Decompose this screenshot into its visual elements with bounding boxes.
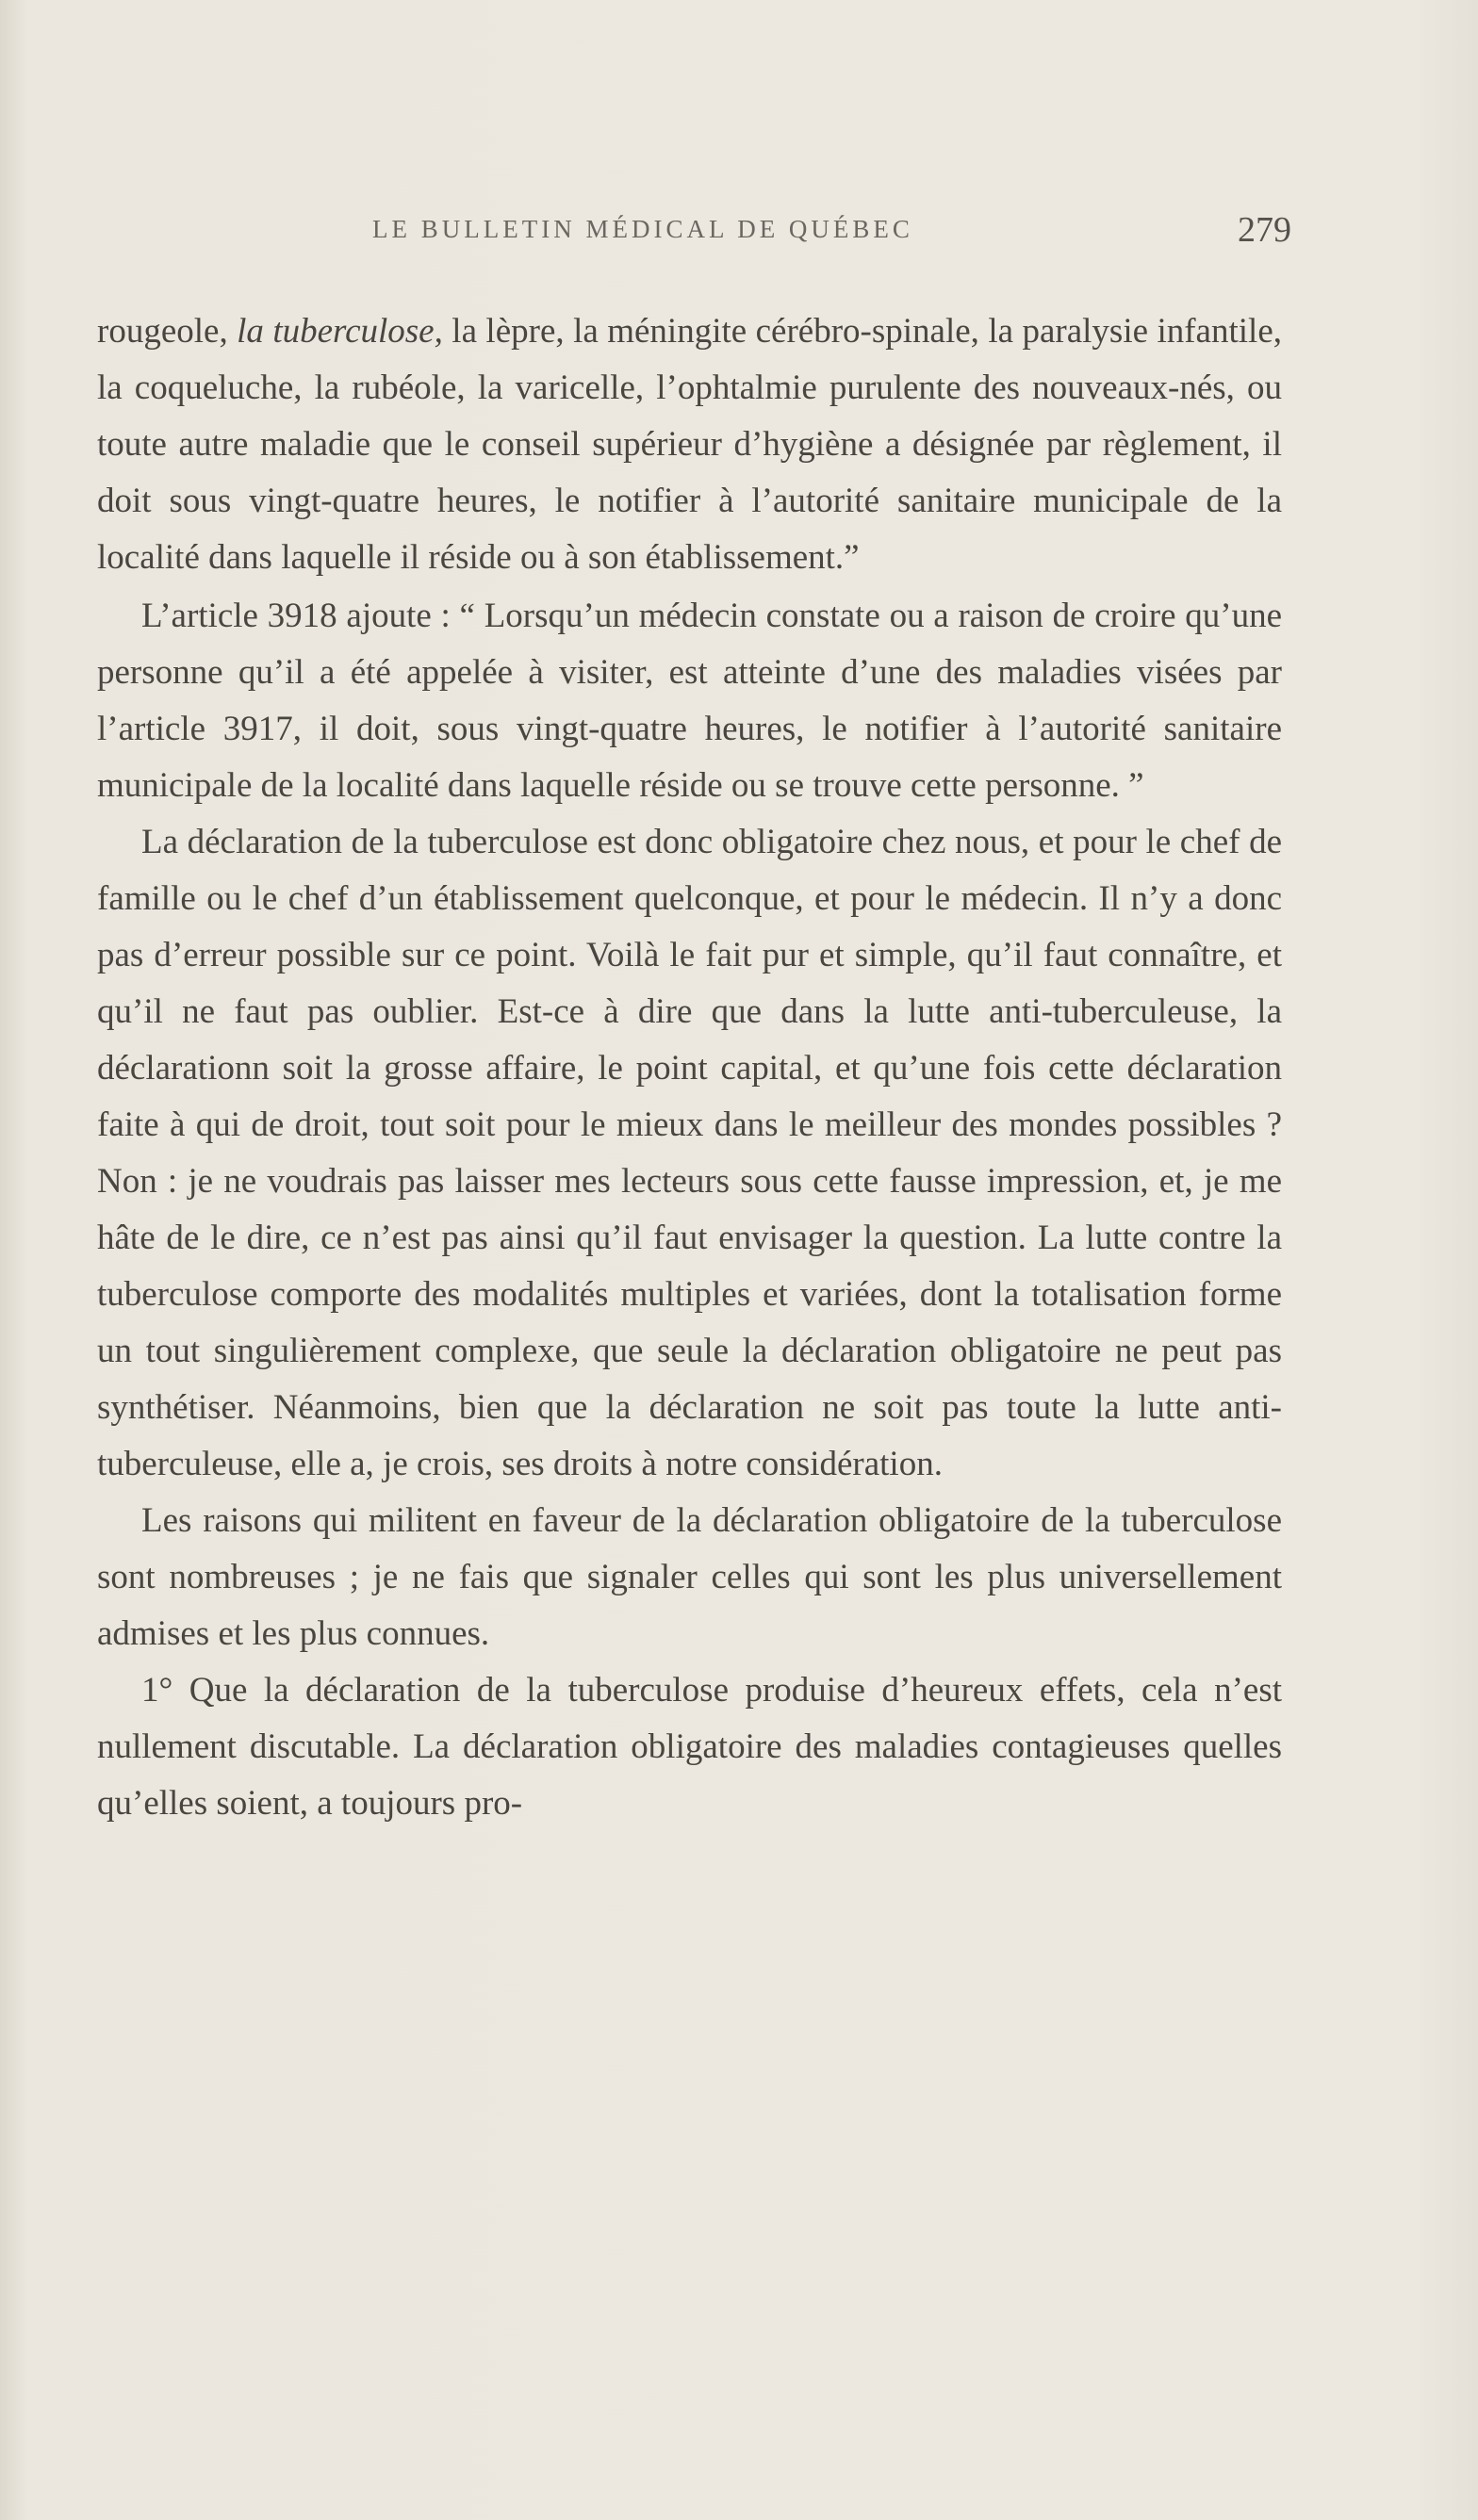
paragraph-4: Les raisons qui militent en faveur de la déclaration obligatoire de la tuberculose sont nombreuses ; je ne fais que signaler celles qui sont les plus universellement admises et les plus connues.	[97, 1501, 1282, 1653]
page-number: 279	[1238, 210, 1291, 250]
paragraph-3: La déclaration de la tuberculose est donc obligatoire chez nous, et pour le chef de famille ou le chef d’un établissement quelconque, et pour le médecin. Il n’y a donc pas d’erreur possible sur ce point. Voilà le fait pur et simple, qu’il faut connaître, et qu’il ne faut pas oublier. Est-ce à dire que dans la lutte anti-tuberculeuse, la déclarationn soit la grosse affaire, le point capital, et qu’une fois cette déclaration faite à qui de droit, tout soit pour le mieux dans le meilleur des mondes possibles ? Non : je ne voudrais pas laisser mes lecteurs sous cette fausse impression, et, je me hâte de le dire, ce n’est pas ainsi qu’il faut envisager la question. La lutte contre la tuberculose comporte des modalités multiples et variées, dont la totalisation forme un tout singulièrement complexe, que seule la déclaration obligatoire ne peut pas synthétiser. Néanmoins, bien que la déclaration ne soit pas toute la lutte anti-tuberculeuse, elle a, je crois, ses droits à notre considération.	[97, 823, 1282, 1483]
italic-term: la tuberculose,	[237, 312, 443, 351]
paragraph-2: L’article 3918 ajoute : “ Lorsqu’un médecin constate ou a raison de croire qu’une personne qu’il a été appelée à visiter, est atteinte d’une des maladies visées par l’article 3917, il doit, sous vingt-quatre heures, le notifier à l’autorité sanitaire municipale de la localité dans laquelle réside ou se trouve cette personne. ”	[97, 597, 1282, 805]
paragraph-1-rest: la lèpre, la méningite cérébro-spinale, la paralysie infantile, la coqueluche, la rubéole, la varicelle, l’ophtalmie purulente des nouveaux-nés, ou toute autre maladie que le conseil supérieur d’hygiène a désignée par règlement, il doit sous vingt-quatre heures, le notifier à l’autorité sanitaire municipale de la localité dans laquelle il réside ou à son établissement.”	[97, 312, 1282, 577]
running-title: LE BULLETIN MÉDICAL DE QUÉBEC	[372, 215, 913, 243]
paragraph-1-start: rougeole,	[97, 312, 238, 351]
page-header	[99, 210, 1291, 253]
paragraph-1	[97, 303, 1282, 586]
body-text	[97, 303, 1282, 1832]
paragraph-5: 1° Que la déclaration de la tuberculose produise d’heureux effets, cela n’est nullement discutable. La déclaration obligatoire des maladies contagieuses quelles qu’elles soient, a toujours pro-	[97, 1671, 1282, 1823]
